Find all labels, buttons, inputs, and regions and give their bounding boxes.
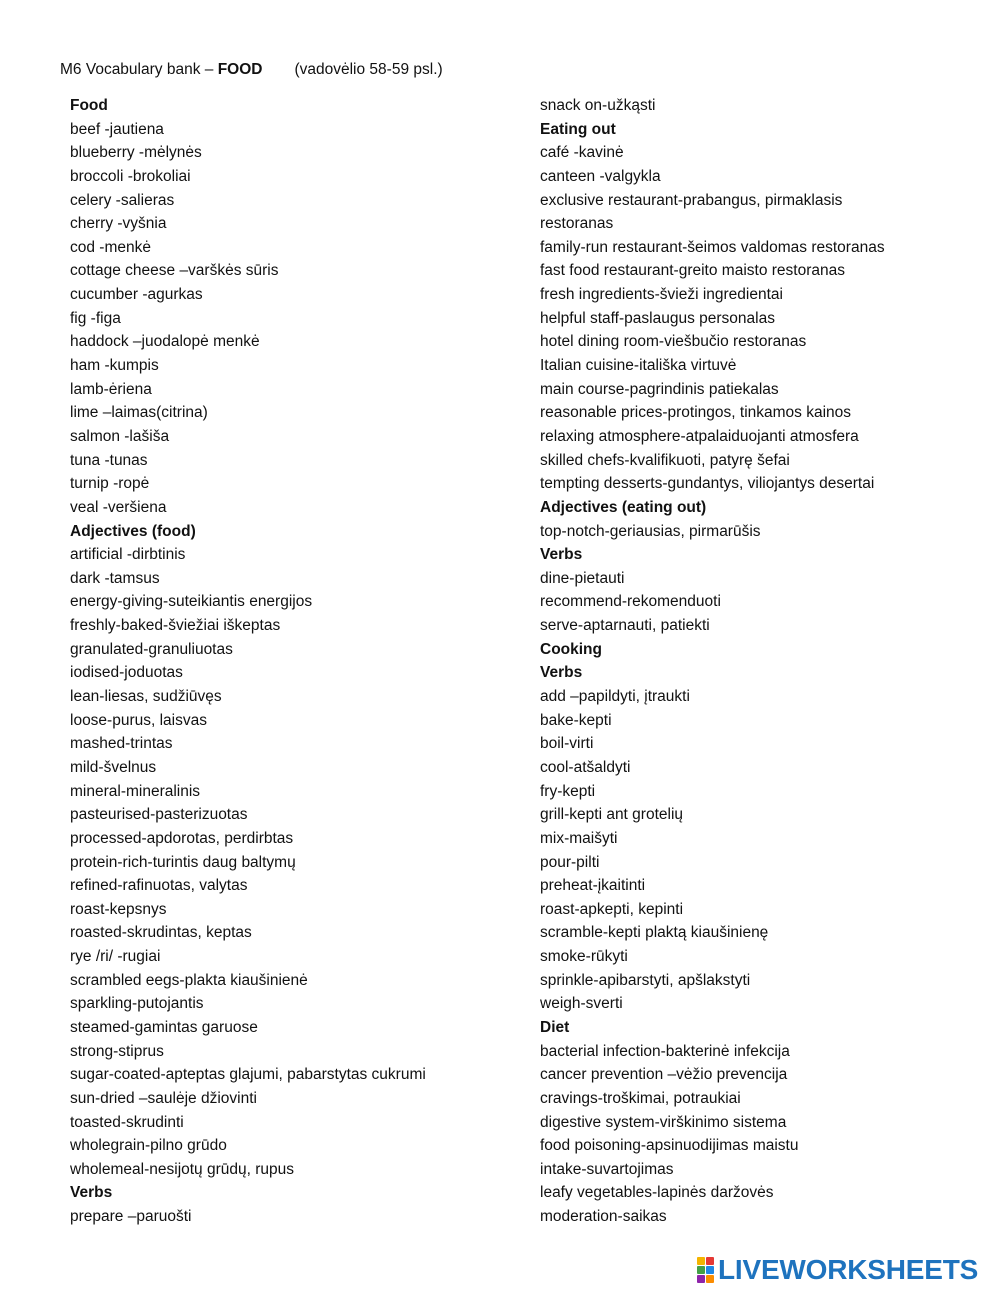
logo-tile	[706, 1266, 714, 1274]
vocabulary-entry: loose-purus, laisvas	[70, 711, 207, 729]
vocabulary-entry: mineral-mineralinis	[70, 782, 201, 800]
vocabulary-entry: preheat-įkaitinti	[540, 877, 646, 895]
vocabulary-entry: moderation-saikas	[540, 1208, 667, 1226]
vocabulary-entry: cucumber -agurkas	[70, 286, 203, 304]
vocabulary-entry: lamb-ėriena	[70, 380, 152, 398]
section-heading: Eating out	[540, 120, 616, 138]
section-heading: Diet	[540, 1018, 570, 1036]
vocabulary-entry: roast-apkepti, kepinti	[540, 900, 684, 918]
vocabulary-entry: pasteurised-pasterizuotas	[70, 806, 248, 824]
vocabulary-entry: top-notch-geriausias, pirmarūšis	[540, 522, 761, 540]
vocabulary-entry: artificial -dirbtinis	[70, 546, 186, 564]
vocabulary-entry: fig -figa	[70, 309, 121, 327]
vocabulary-entry: turnip -ropė	[70, 475, 150, 493]
vocabulary-entry: tuna -tunas	[70, 451, 148, 469]
vocabulary-entry: grill-kepti ant grotelių	[540, 806, 684, 824]
vocabulary-entry: strong-stiprus	[70, 1042, 164, 1060]
vocabulary-entry: sun-dried –saulėje džiovinti	[70, 1089, 257, 1107]
vocabulary-entry: bake-kepti	[540, 711, 612, 729]
vocabulary-entry: intake-suvartojimas	[540, 1160, 674, 1178]
document-title	[60, 59, 443, 81]
vocabulary-entry: steamed-gamintas garuose	[70, 1018, 258, 1036]
vocabulary-entry: sprinkle-apibarstyti, apšlakstyti	[540, 971, 751, 989]
vocabulary-entry: cherry -vyšnia	[70, 215, 167, 233]
vocabulary-entry: pour-pilti	[540, 853, 600, 871]
vocabulary-entry: weigh-sverti	[540, 995, 623, 1013]
vocabulary-entry: roasted-skrudintas, keptas	[70, 924, 252, 942]
vocabulary-entry: refined-rafinuotas, valytas	[70, 877, 248, 895]
vocabulary-entry: broccoli -brokoliai	[70, 167, 191, 185]
vocabulary-entry: toasted-skrudinti	[70, 1113, 184, 1131]
vocabulary-entry: haddock –juodalopė menkė	[70, 333, 260, 351]
vocabulary-entry: iodised-joduotas	[70, 664, 183, 682]
vocabulary-entry: dark -tamsus	[70, 569, 160, 587]
vocabulary-entry: prepare –paruošti	[70, 1208, 192, 1226]
section-heading: Adjectives (eating out)	[540, 498, 707, 516]
vocabulary-entry: salmon -lašiša	[70, 427, 170, 445]
vocabulary-entry: skilled chefs-kvalifikuoti, patyrę šefai	[540, 451, 790, 469]
vocabulary-entry: sugar-coated-apteptas glajumi, pabarstytas cukrumi	[70, 1066, 426, 1084]
vocabulary-entry: boil-virti	[540, 735, 594, 753]
vocabulary-entry: freshly-baked-šviežiai iškeptas	[70, 617, 281, 635]
logo-tile	[697, 1266, 705, 1274]
vocabulary-column-left	[70, 94, 426, 1229]
vocabulary-entry: scrambled eegs-plakta kiaušinienė	[70, 971, 308, 989]
vocabulary-entry: bacterial infection-bakterinė infekcija	[540, 1042, 790, 1060]
title-topic: FOOD	[217, 61, 263, 78]
logo-tile	[697, 1275, 705, 1283]
liveworksheets-brand[interactable]	[697, 1256, 978, 1284]
vocabulary-entry: smoke-rūkyti	[540, 948, 628, 966]
section-heading: Cooking	[540, 640, 602, 658]
logo-tile	[706, 1257, 714, 1265]
vocabulary-entry: Italian cuisine-itališka virtuvė	[540, 357, 737, 375]
section-heading: Food	[70, 97, 108, 114]
vocabulary-entry: serve-aptarnauti, patiekti	[540, 617, 710, 635]
vocabulary-entry: wholegrain-pilno grūdo	[70, 1137, 227, 1155]
vocabulary-entry: add –papildyti, įtraukti	[540, 688, 690, 706]
vocabulary-entry: ham -kumpis	[70, 357, 159, 375]
vocabulary-entry: fry-kepti	[540, 782, 596, 800]
vocabulary-entry: celery -salieras	[70, 191, 175, 209]
vocabulary-entry: processed-apdorotas, perdirbtas	[70, 829, 294, 847]
section-heading: Adjectives (food)	[70, 522, 196, 540]
vocabulary-entry: café -kavinė	[540, 144, 624, 162]
vocabulary-column-right	[540, 94, 885, 1229]
vocabulary-entry: granulated-granuliuotas	[70, 640, 233, 658]
vocabulary-entry: mashed-trintas	[70, 735, 173, 753]
vocabulary-entry: dine-pietauti	[540, 569, 625, 587]
vocabulary-entry: beef -jautiena	[70, 120, 164, 138]
brand-logo-text: LIVEWORKSHEETS	[718, 1254, 979, 1285]
section-heading: Verbs	[540, 664, 583, 682]
vocabulary-entry: veal -veršiena	[70, 498, 167, 516]
vocabulary-entry: tempting desserts-gundantys, viliojantys desertai	[540, 475, 875, 493]
vocabulary-entry: mix-maišyti	[540, 829, 618, 847]
vocabulary-entry: reasonable prices-protingos, tinkamos kainos	[540, 404, 852, 422]
textbook-reference: (vadovėlio 58-59 psl.)	[294, 61, 443, 78]
vocabulary-entry: snack on-užkąsti	[540, 97, 656, 114]
vocabulary-entry: helpful staff-paslaugus personalas	[540, 309, 775, 327]
vocabulary-entry: energy-giving-suteikiantis energijos	[70, 593, 313, 611]
vocabulary-entry: cool-atšaldyti	[540, 758, 631, 776]
vocabulary-entry: mild-švelnus	[70, 758, 157, 776]
vocabulary-entry: cancer prevention –vėžio prevencija	[540, 1066, 788, 1084]
vocabulary-entry: wholemeal-nesijotų grūdų, rupus	[70, 1160, 295, 1178]
vocabulary-entry: food poisoning-apsinuodijimas maistu	[540, 1137, 799, 1155]
vocabulary-entry: digestive system-virškinimo sistema	[540, 1113, 787, 1131]
vocabulary-entry: lime –laimas(citrina)	[70, 404, 208, 422]
vocabulary-entry: hotel dining room-viešbučio restoranas	[540, 333, 807, 351]
vocabulary-entry: canteen -valgykla	[540, 167, 661, 185]
logo-tile	[706, 1275, 714, 1283]
vocabulary-entry: protein-rich-turintis daug baltymų	[70, 853, 296, 871]
vocabulary-entry: relaxing atmosphere-atpalaiduojanti atmosfera	[540, 427, 859, 445]
vocabulary-entry: cod -menkė	[70, 238, 151, 256]
vocabulary-entry: cottage cheese –varškės sūris	[70, 262, 279, 280]
vocabulary-entry: family-run restaurant-šeimos valdomas restoranas	[540, 238, 885, 256]
vocabulary-entry: fast food restaurant-greito maisto restoranas	[540, 262, 845, 280]
vocabulary-entry: restoranas	[540, 215, 614, 233]
vocabulary-entry: blueberry -mėlynės	[70, 144, 202, 162]
logo-tile	[697, 1257, 705, 1265]
vocabulary-entry: recommend-rekomenduoti	[540, 593, 721, 611]
vocabulary-entry: sparkling-putojantis	[70, 995, 204, 1013]
vocabulary-entry: scramble-kepti plaktą kiaušinienę	[540, 924, 769, 942]
section-heading: Verbs	[540, 546, 583, 564]
vocabulary-entry: rye /ri/ -rugiai	[70, 948, 161, 966]
vocabulary-entry: leafy vegetables-lapinės daržovės	[540, 1184, 774, 1202]
vocabulary-entry: cravings-troškimai, potraukiai	[540, 1089, 741, 1107]
title-prefix: M6 Vocabulary bank –	[60, 61, 218, 78]
section-heading: Verbs	[70, 1184, 113, 1202]
vocabulary-entry: exclusive restaurant-prabangus, pirmaklasis	[540, 191, 843, 209]
vocabulary-entry: fresh ingredients-švieži ingredientai	[540, 286, 783, 304]
vocabulary-entry: roast-kepsnys	[70, 900, 167, 918]
vocabulary-entry: lean-liesas, sudžiūvęs	[70, 688, 222, 706]
vocabulary-entry: main course-pagrindinis patiekalas	[540, 380, 779, 398]
liveworksheets-logo-icon	[697, 1257, 714, 1283]
